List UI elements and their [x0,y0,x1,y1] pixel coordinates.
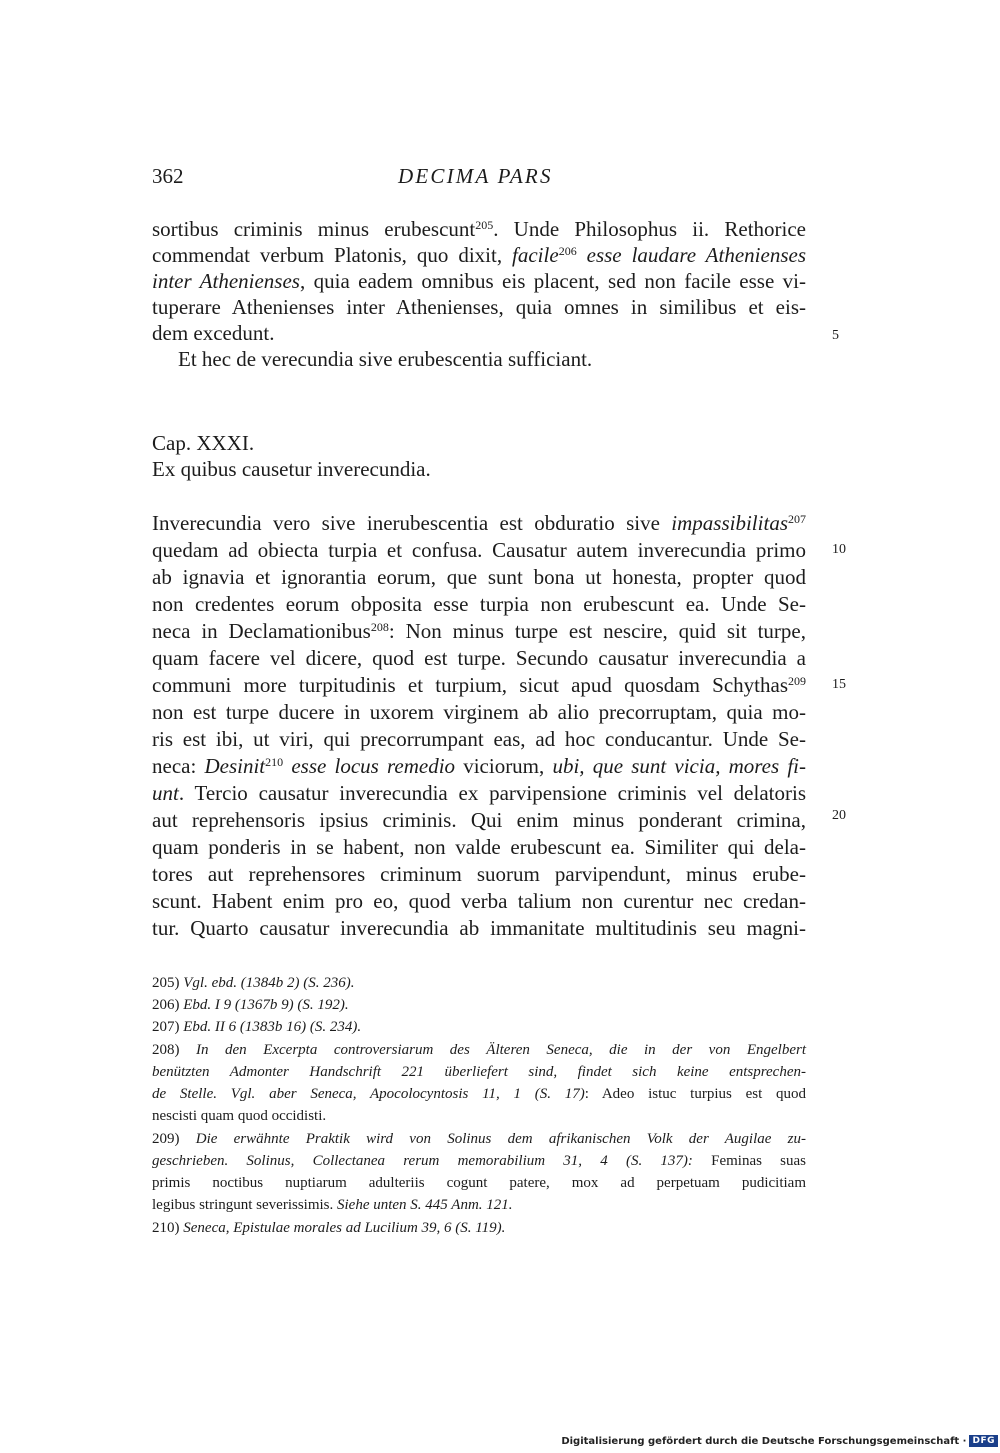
footnote-206: 206) Ebd. I 9 (1367b 9) (S. 192). [152,997,349,1013]
text-line: non credentes eorum obposita esse turpia non erubescunt ea. Unde Se- [152,592,806,616]
footnote-207: 207) Ebd. II 6 (1383b 16) (S. 234). [152,1019,362,1035]
text-line: Et hec de verecundia sive erubescentia sufficiant. [178,347,593,371]
text-line: tores aut reprehensores criminum suorum parvipendunt, minus erube- [152,862,806,886]
footnote-ref: 205 [475,218,494,232]
text-line: neca: Desinit$^{210}$ esse locus remedio viciorum, ubi, que sunt vicia, mores fi- [152,754,807,778]
text-line: unt. Tercio causatur inverecundia ex parvipensione criminis vel delatoris [152,781,806,805]
chapter-number: Cap. XXXI. [152,431,255,455]
text-line: sortibus criminis minus erubescunt$^{205}$. Unde Philosophus ii. Rethorice [152,217,806,241]
text-line: quam ponderis in se habent, non valde erubescunt ea. Similiter qui dela- [152,835,806,859]
footnote-ref: 208 [370,620,389,634]
text-line: quedam ad obiecta turpia et confusa. Causatur autem inverecundia primo [152,538,806,562]
text-line: communi more turpitudinis et turpium, sicut apud quosdam Schythas$^{209}$ [152,673,806,697]
footnote-line: benützten Admonter Handschrift 221 überliefert sind, findet sich keine entsprechen- [152,1064,806,1080]
footnote-line: geschrieben. Solinus, Collectanea rerum memorabilium 31, 4 (S. 137): Feminas suas [152,1153,806,1169]
text-line: quam facere vel dicere, quod est turpe. Secundo causatur inverecundia a [152,646,806,670]
text-line: non est turpe ducere in uxorem virginem ab alio precorruptam, quia mo- [152,700,806,724]
text-line: commendat verbum Platonis, quo dixit, facile$^{206}$ esse laudare Athenienses [152,243,806,267]
line-number: 15 [832,677,846,692]
footnote-line: nescisti quam quod occidisti. [152,1108,327,1124]
text-line: dem excedunt. [152,321,275,345]
page-number: 362 [152,164,184,188]
line-number: 20 [832,808,846,823]
footnote-ref: 209 [788,674,806,688]
footnote-205: 205) Vgl. ebd. (1384b 2) (S. 236). [152,975,355,991]
text-line: tuperare Athenienses inter Athenienses, quia omnes in similibus et eis- [152,295,806,319]
text-line: scunt. Habent enim pro eo, quod verba talium non curentur nec credan- [152,889,806,913]
running-title: DECIMA PARS [398,164,553,188]
dfg-logo-icon: DFG [969,1435,998,1447]
footnote-210: 210) Seneca, Epistulae morales ad Lucilium 39, 6 (S. 119). [152,1220,506,1236]
text-line: ab ignavia et ignorantia eorum, que sunt bona ut honesta, propter quod [152,565,806,589]
text-line: ris est ibi, ut viri, qui precorrumpant eas, ad hoc conducantur. Unde Se- [152,727,806,751]
text-line: Inverecundia vero sive inerubescentia est obduratio sive impassibilitas$^{207}$ [152,511,806,535]
text-line: inter Athenienses, quia eadem omnibus eis placent, sed non facile esse vi- [152,269,807,293]
text-line: tur. Quarto causatur inverecundia ab immanitate multitudinis seu magni- [152,916,806,940]
footnote-line: de Stelle. Vgl. aber Seneca, Apocolocyntosis 11, 1 (S. 17): Adeo istuc turpius est quod [152,1086,806,1102]
line-number: 5 [832,328,839,343]
digitization-credit [561,1435,998,1447]
footnote-208: 208) In den Excerpta controversiarum des Älteren Seneca, die in der von Engelbert [152,1042,806,1058]
chapter-title: Ex quibus causetur inverecundia. [152,457,431,481]
footnote-ref: 210 [265,755,284,769]
footnote-ref: 206 [558,244,577,258]
text-line: neca in Declamationibus$^{208}$: Non minus turpe est nescire, quid sit turpe, [152,619,807,643]
credit-text: Digitalisierung gefördert durch die Deutsche Forschungsgemeinschaft · [561,1435,967,1447]
footnote-line: legibus stringunt severissimis. Siehe unten S. 445 Anm. 121. [152,1197,513,1213]
footnote-209: 209) Die erwähnte Praktik wird von Solinus dem afrikanischen Volk der Augilae zu- [152,1131,806,1147]
footnote-ref: 207 [788,512,806,526]
text-line: aut reprehensoris ipsius criminis. Qui enim minus ponderant crimina, [152,808,806,832]
line-number: 10 [832,542,846,557]
footnote-line: primis noctibus nuptiarum adulteriis cogunt patere, mox ad perpetuam pudicitiam [152,1175,806,1191]
